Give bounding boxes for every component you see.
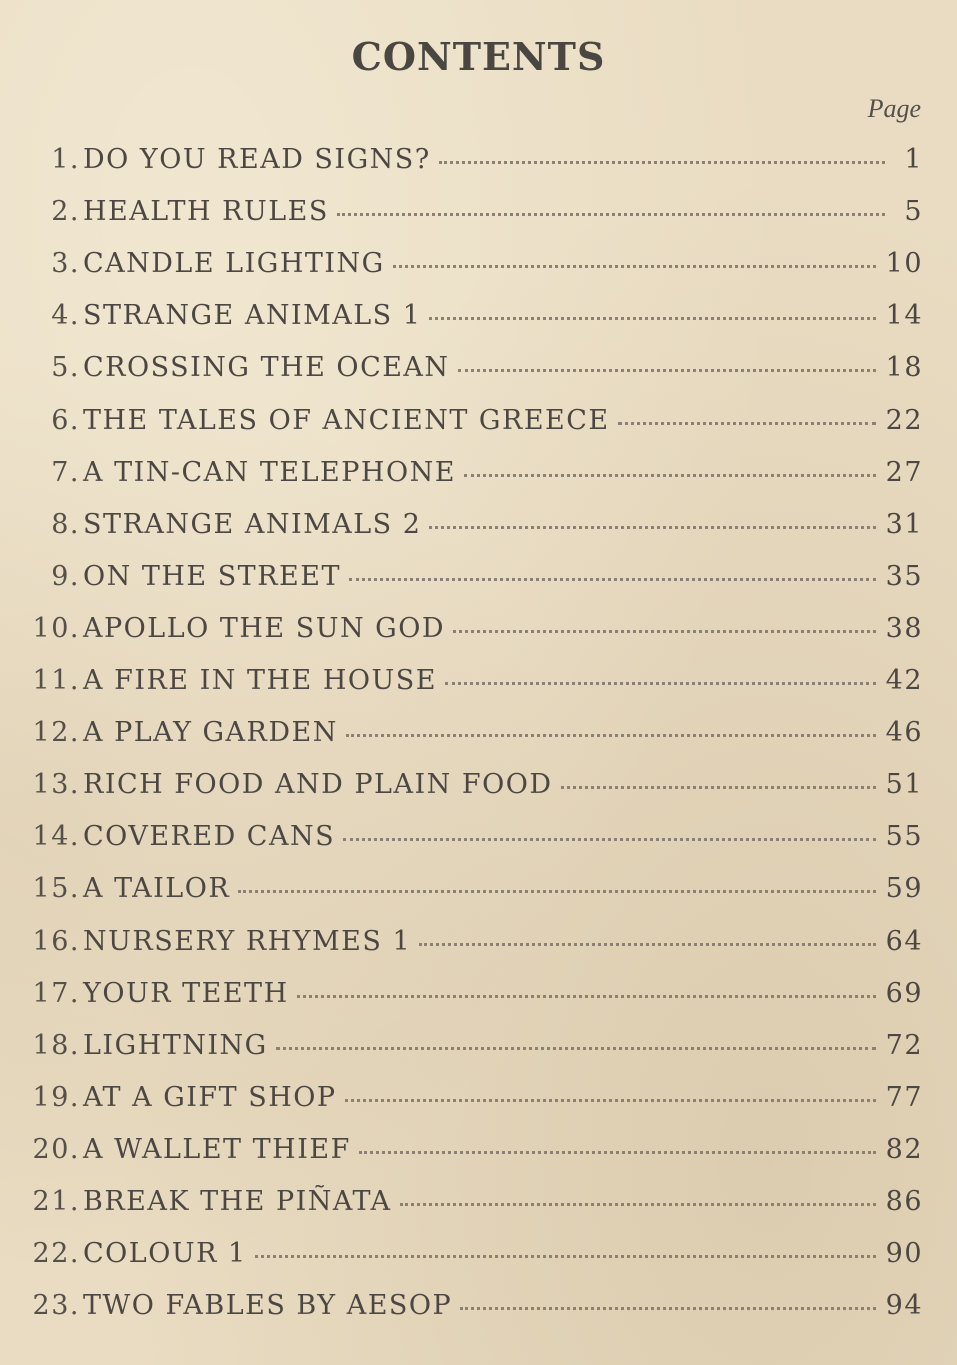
dot-leader xyxy=(400,1201,876,1206)
toc-entry xyxy=(20,186,923,238)
toc-entry-page: 22 xyxy=(885,404,923,436)
toc-entry xyxy=(20,1228,923,1280)
dot-leader xyxy=(439,159,885,164)
toc-entry-page: 51 xyxy=(885,769,923,801)
toc-entry xyxy=(20,238,923,290)
toc-entry-page: 94 xyxy=(885,1290,923,1322)
toc-entry-title: NURSERY RHYMES 1 xyxy=(83,925,412,957)
toc-entry xyxy=(20,395,923,447)
toc-entry-number: 9. xyxy=(51,560,80,592)
toc-entry-title: TWO FABLES BY AESOP xyxy=(83,1290,453,1322)
toc-entry-page: 27 xyxy=(885,456,923,488)
toc-entry xyxy=(20,447,923,499)
toc-entry-number: 21. xyxy=(32,1186,80,1217)
toc-entry-title: CROSSING THE OCEAN xyxy=(83,352,450,384)
toc-entry-number: 3. xyxy=(51,248,80,280)
toc-entry-title: COLOUR 1 xyxy=(83,1238,247,1270)
toc-entry-page: 90 xyxy=(885,1238,923,1270)
dot-leader xyxy=(458,367,876,372)
toc-entry-page: 1 xyxy=(904,144,923,175)
toc-entry-page: 69 xyxy=(885,977,923,1009)
toc-entry xyxy=(20,863,923,915)
toc-entry xyxy=(20,499,923,551)
toc-entry-page: 64 xyxy=(885,925,923,957)
toc-entry xyxy=(20,1176,923,1228)
toc-entry-number: 20. xyxy=(32,1133,80,1165)
toc-entry-page: 59 xyxy=(885,873,923,905)
toc-entry-number: 14. xyxy=(32,821,80,853)
dot-leader xyxy=(238,888,875,893)
toc-entry-number: 8. xyxy=(51,508,80,540)
toc-entry xyxy=(20,551,923,603)
toc-entry-number: 2. xyxy=(51,196,80,228)
toc-entry xyxy=(20,290,923,342)
dot-leader xyxy=(429,524,875,529)
toc-entry-page: 5 xyxy=(904,196,923,228)
toc-entry-title: DO YOU READ SIGNS? xyxy=(83,144,431,175)
toc-entry-page: 86 xyxy=(885,1186,923,1217)
dot-leader xyxy=(345,1097,876,1102)
toc-entry xyxy=(20,1020,923,1072)
toc-entry-title: AT A GIFT SHOP xyxy=(83,1081,337,1113)
dot-leader xyxy=(346,732,876,737)
toc-entry-number: 23. xyxy=(32,1290,80,1322)
dot-leader xyxy=(419,941,876,946)
toc-entry-title: STRANGE ANIMALS 2 xyxy=(83,508,422,540)
toc-entry-number: 4. xyxy=(51,300,80,332)
page-title: CONTENTS xyxy=(351,34,606,79)
toc-entry xyxy=(20,968,923,1020)
toc-entry-page: 18 xyxy=(885,352,923,384)
toc-entry-number: 7. xyxy=(51,456,80,488)
toc-entry-page: 77 xyxy=(885,1081,923,1113)
toc-entry-number: 19. xyxy=(32,1081,80,1113)
toc-entry-page: 72 xyxy=(885,1029,923,1061)
toc-entry xyxy=(20,811,923,863)
toc-entry-title: THE TALES OF ANCIENT GREECE xyxy=(83,404,610,436)
toc-entry-page: 42 xyxy=(885,665,923,696)
toc-entry-page: 14 xyxy=(885,300,923,332)
toc-entry xyxy=(20,1072,923,1124)
toc-entry-number: 6. xyxy=(51,404,80,436)
dot-leader xyxy=(297,993,876,998)
toc-entry-title: LIGHTNING xyxy=(83,1029,268,1061)
toc-entry-number: 12. xyxy=(32,717,80,749)
toc-entry-number: 15. xyxy=(32,873,80,905)
dot-leader xyxy=(337,211,885,216)
dot-leader xyxy=(393,263,876,268)
toc-entry-title: RICH FOOD AND PLAIN FOOD xyxy=(83,769,553,801)
toc-entry-number: 13. xyxy=(32,769,80,801)
dot-leader xyxy=(561,784,876,789)
toc-entry-title: A FIRE IN THE HOUSE xyxy=(83,665,437,696)
dot-leader xyxy=(429,315,875,320)
toc-entry-page: 38 xyxy=(885,612,923,644)
dot-leader xyxy=(276,1045,876,1050)
toc-entry-title: A PLAY GARDEN xyxy=(83,717,338,749)
toc-entry xyxy=(20,1280,923,1332)
toc-entry-page: 31 xyxy=(885,508,923,540)
toc-entry-number: 17. xyxy=(32,977,80,1009)
toc-entry-number: 1. xyxy=(51,144,80,175)
toc-entry-page: 46 xyxy=(885,717,923,749)
toc-entry-page: 35 xyxy=(885,560,923,592)
toc-entry xyxy=(20,134,923,186)
toc-entry-title: YOUR TEETH xyxy=(83,977,289,1009)
toc-entry xyxy=(20,916,923,968)
toc-entry-page: 82 xyxy=(885,1133,923,1165)
toc-entry-title: CANDLE LIGHTING xyxy=(83,248,385,280)
toc-entry-number: 11. xyxy=(32,665,80,696)
dot-leader xyxy=(453,628,876,633)
toc-entry-title: A TAILOR xyxy=(83,873,231,905)
toc-entry-title: APOLLO THE SUN GOD xyxy=(83,612,446,644)
toc-entry-title: HEALTH RULES xyxy=(83,196,329,228)
dot-leader xyxy=(359,1149,876,1154)
toc-entry-number: 10. xyxy=(32,612,80,644)
toc-entry-title: COVERED CANS xyxy=(83,821,336,853)
toc-entry-number: 5. xyxy=(51,352,80,384)
toc-entry-title: BREAK THE PIÑATA xyxy=(83,1186,392,1217)
dot-leader xyxy=(445,680,876,685)
dot-leader xyxy=(460,1305,875,1310)
dot-leader xyxy=(464,472,876,477)
toc-entry-page: 10 xyxy=(885,248,923,280)
toc-entry xyxy=(20,655,923,707)
toc-entry-title: A WALLET THIEF xyxy=(83,1133,351,1165)
toc-entry-number: 18. xyxy=(32,1029,80,1061)
toc-entry xyxy=(20,759,923,811)
dot-leader xyxy=(618,420,876,425)
toc-entry-title: A TIN-CAN TELEPHONE xyxy=(83,456,456,488)
toc-entry-page: 55 xyxy=(885,821,923,853)
toc-entry xyxy=(20,603,923,655)
dot-leader xyxy=(343,836,876,841)
dot-leader xyxy=(255,1253,876,1258)
toc-entry-title: STRANGE ANIMALS 1 xyxy=(83,300,422,332)
dot-leader xyxy=(349,576,876,581)
toc-entry-title: ON THE STREET xyxy=(83,560,341,592)
toc-entry-number: 22. xyxy=(32,1238,80,1270)
toc-entry xyxy=(20,342,923,394)
toc-entry-number: 16. xyxy=(32,925,80,957)
page-column-heading: Page xyxy=(867,94,921,123)
toc-entry xyxy=(20,707,923,759)
toc-entry xyxy=(20,1124,923,1176)
